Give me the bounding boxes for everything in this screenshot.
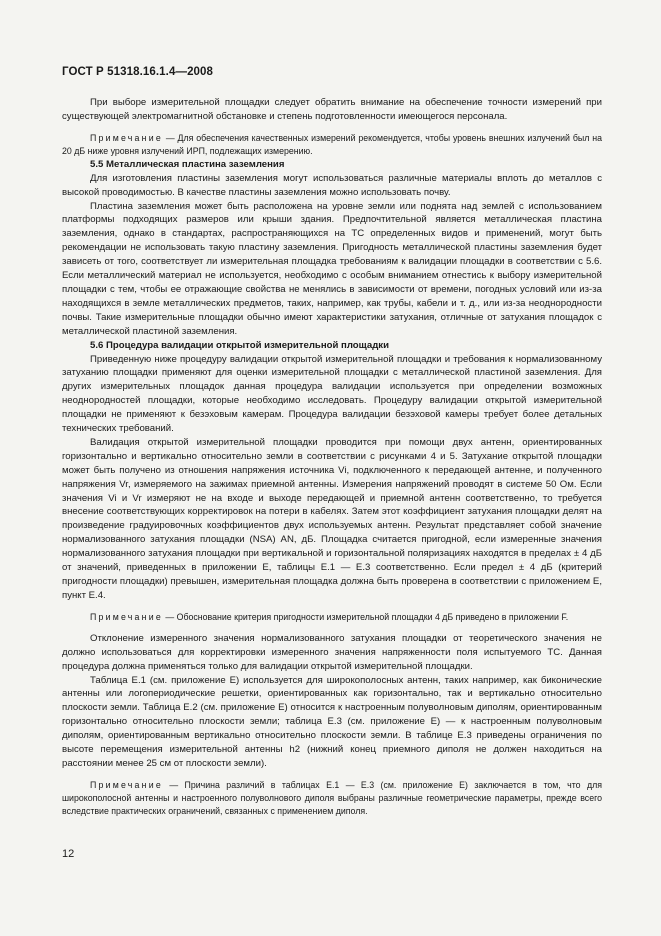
page-number: 12 (62, 848, 75, 860)
standard-header: ГОСТ Р 51318.16.1.4—2008 (62, 66, 214, 78)
note (62, 611, 602, 624)
paragraph: Для изготовления пластины заземления могут использоваться различные материалы вплоть до металлов с высокой проводимостью. В качестве пластины заземления можно использовать почву. (62, 172, 602, 198)
note-label: Примечание (90, 132, 163, 143)
note-text: — Причина различий в таблицах Е.1 — Е.3 (см. приложение Е) заключается в том, что для широкополосной антенны и настроенного полуволнового диполя выбраны различные геометрические параметры, прежде всего вследствие практических ограничений, связанных с применением диполя. (62, 779, 602, 816)
note (62, 779, 602, 818)
paragraph: При выборе измерительной площадки следует обратить внимание на обеспечение точности измерений при существующей электромагнитной обстановке и степень подготовленности имеющегося персонала. (62, 97, 602, 122)
note-label: Примечание (90, 611, 163, 622)
section-heading-5-6: 5.6 Процедура валидации открытой измерительной площадки (90, 339, 390, 351)
paragraph: Валидация открытой измерительной площадки проводится при помощи двух антенн, ориентированных горизонтально и вертикально относительно земли в соответствии с рисунками 4 и 5. Затухание открытой площадки может быть получено из отношения напряжения источника Vi, подключенного к передающей антенне, и полученного напряжения Vr, измеряемого на зажимах приемной антенны. Измерения напряжений проводят в системе 50 Ом. Если значения Vi и Vr измеряют не на входе и выходе передающей и приемной антенн соответственно, то требуется внесение соответствующих корректировок на потери в кабелях. Затем этот коэффициент затухания площадки делят на произведение градуировочных коэффициентов двух используемых антенн. Результат представляет собой значение нормализованного затухания площадки (NSA) AN, дБ. Площадка считается пригодной, если измеренные значения нормализованного затухания площадки при вертикальной и горизонтальной поляризациях находятся в пределах ± 4 дБ от значений, приведенных в приложении Е, таблицы Е.1 — Е.3 соответственно. Если предел ± 4 дБ (критерий пригодности площадки) превышен, измерительная площадка должна быть проверена в соответствии с приложением Е, пункт Е.4. (62, 436, 602, 601)
paragraph: Отклонение измеренного значения нормализованного затухания площадки от теоретического значения не должно использоваться для корректировки измеренного значения напряженности поля испытуемого ТС. Данная процедура должна применяться только для валидации открытой измерительной площадки. (62, 632, 602, 672)
note (62, 132, 602, 158)
document-body (62, 96, 602, 818)
note-label: Примечание (90, 779, 163, 790)
note-text: — Для обеспечения качественных измерений рекомендуется, чтобы уровень внешних излучений был на 20 дБ ниже уровня излучений ИРП, подлежащих измерению. (62, 132, 602, 156)
section-heading-5-5: 5.5 Металлическая пластина заземления (90, 158, 285, 170)
paragraph: Таблица Е.1 (см. приложение Е) используется для широкополосных антенн, таких например, как биконические антенны или логопериодические решетки, ориентированных как горизонтально, так и вертикально относительно плоскости земли. Таблица Е.2 (см. приложение Е) относится к настроенным полуволновым диполям, ориентированным горизонтально относительно плоскости земли; таблица Е.3 (см. приложение Е) — к настроенным полуволновым диполям, ориентированным вертикально относительно плоскости земли. В таблице Е.3 приведены ограничения по высоте перемещения измерительной антенны h2 (нижний конец приемного диполя не должен находиться на расстоянии менее 25 см от плоскости земли). (62, 674, 602, 769)
paragraph: Пластина заземления может быть расположена на уровне земли или поднята над землей с использованием платформы подходящих размеров или крыши здания. Предпочтительной является металлическая пластина заземления, однако в стандартах, распространяющихся на ТС определенных видов и применений, могут быть рекомендации не использовать такую пластину заземления. Пригодность металлической пластины заземления будет зависеть от того, соответствует ли измерительная площадка требованиям к валидации площадки в соответствии с 5.6. Если металлический материал не используется, необходимо с особым вниманием отнестись к выбору измерительной площадки с тем, чтобы ее отражающие свойства не менялись в зависимости от времени, погодных условий или из-за находящихся в земле металлических предметов, таких, например, как трубы, кабели и т. д., или из-за неоднородности почвы. Такие измерительные площадки обычно имеют характеристики затухания, отличные от затухания площадок с металлической пластиной заземления. (62, 200, 602, 337)
note-text: — Обоснование критерия пригодности измерительной площадки 4 дБ приведено в приложении F. (162, 611, 569, 622)
paragraph: Приведенную ниже процедуру валидации открытой измерительной площадки и требования к нормализованному затуханию площадки применяют для оценки измерительной площадки с металлической пластиной заземления. Для других измерительных площадок данная процедура валидации используется при определении возможных неоднородностей площадки, которые необходимо исследовать. Процедуру валидации открытой измерительной площадки не применяют к безэховым камерам. Процедура валидации безэховой камеры требует более детальных технических требований. (62, 353, 602, 435)
